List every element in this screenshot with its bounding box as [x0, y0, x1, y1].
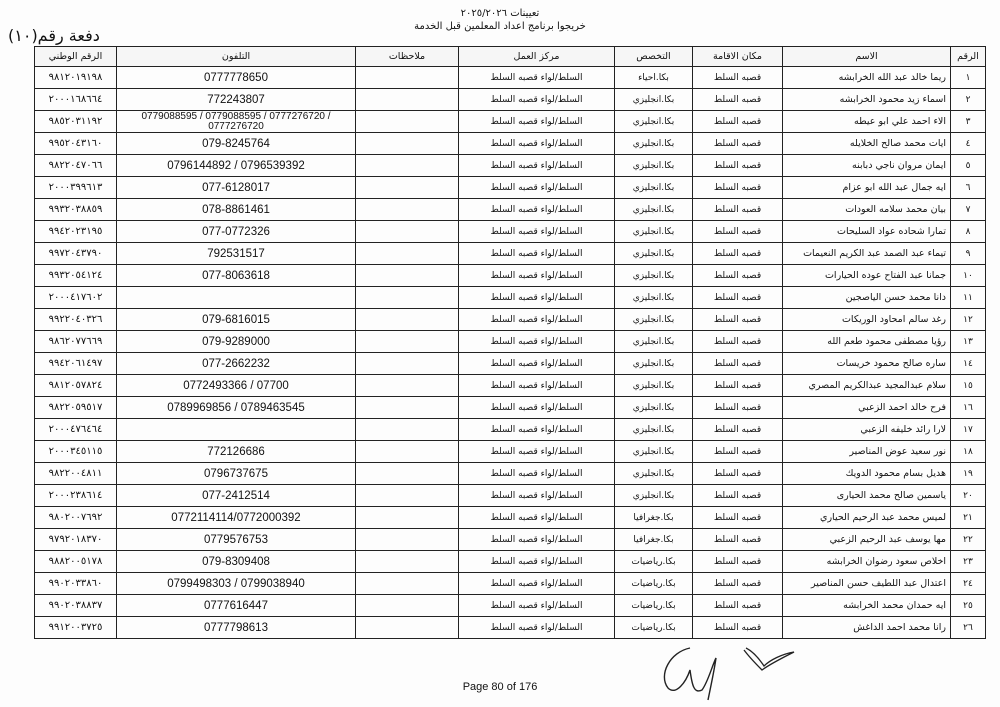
cell-workplace: السلط/لواء قصبه السلط — [459, 573, 615, 595]
cell-workplace: السلط/لواء قصبه السلط — [459, 177, 615, 199]
cell-workplace: السلط/لواء قصبه السلط — [459, 265, 615, 287]
cell-notes — [356, 89, 459, 111]
cell-specialty: بكا.انجليزي — [615, 287, 693, 309]
cell-num: ١٥ — [951, 375, 986, 397]
header-notes: ملاحظات — [356, 47, 459, 67]
cell-national-id: ٩٨٢٢٠٤٧٠٦٦ — [35, 155, 117, 177]
cell-specialty: بكا.انجليزي — [615, 199, 693, 221]
cell-workplace: السلط/لواء قصبه السلط — [459, 199, 615, 221]
cell-specialty: بكا.انجليزي — [615, 375, 693, 397]
cell-national-id: ٩٩٥٢٠٤٣١٦٠ — [35, 133, 117, 155]
cell-national-id: ٩٩٣٢٠٥٤١٢٤ — [35, 265, 117, 287]
cell-specialty: بكا.انجليزي — [615, 265, 693, 287]
cell-num: ١٤ — [951, 353, 986, 375]
cell-specialty: بكا.احياء — [615, 67, 693, 89]
cell-residence: قصبه السلط — [693, 375, 783, 397]
cell-name: تيماء عبد الصمد عبد الكريم النعيمات — [783, 243, 951, 265]
cell-name: رؤيا مصطفى محمود طعم الله — [783, 331, 951, 353]
cell-workplace: السلط/لواء قصبه السلط — [459, 463, 615, 485]
cell-workplace: السلط/لواء قصبه السلط — [459, 133, 615, 155]
cell-phone: 0799498303 / 0799038940 — [117, 573, 356, 595]
cell-residence: قصبه السلط — [693, 419, 783, 441]
cell-residence: قصبه السلط — [693, 111, 783, 133]
table-row — [35, 529, 986, 551]
cell-residence: قصبه السلط — [693, 441, 783, 463]
cell-workplace: السلط/لواء قصبه السلط — [459, 419, 615, 441]
cell-residence: قصبه السلط — [693, 595, 783, 617]
cell-name: تمارا شحاده عواد السليحات — [783, 221, 951, 243]
table-body — [35, 67, 986, 639]
cell-specialty: بكا.انجليزي — [615, 177, 693, 199]
cell-name: رغد سالم امحاود الوريكات — [783, 309, 951, 331]
cell-name: لميس محمد عبد الرحيم الحياري — [783, 507, 951, 529]
cell-num: ٧ — [951, 199, 986, 221]
cell-national-id: ٩٩١٢٠٠٣٧٢٥ — [35, 617, 117, 639]
cell-national-id: ٩٩٠٢٠٣٨٨٣٧ — [35, 595, 117, 617]
cell-notes — [356, 375, 459, 397]
cell-specialty: بكا.انجليزي — [615, 111, 693, 133]
cell-specialty: بكا.رياضيات — [615, 551, 693, 573]
cell-num: ٢٠ — [951, 485, 986, 507]
cell-residence: قصبه السلط — [693, 573, 783, 595]
cell-notes — [356, 485, 459, 507]
table-row — [35, 617, 986, 639]
cell-specialty: بكا.رياضيات — [615, 617, 693, 639]
cell-national-id: ٩٩٣٢٠٣٨٨٥٩ — [35, 199, 117, 221]
cell-name: الاء احمد علي ابو عيطه — [783, 111, 951, 133]
cell-name: اعتدال عبد اللطيف حسن المناصير — [783, 573, 951, 595]
table-row — [35, 375, 986, 397]
header-residence: مكان الاقامة — [693, 47, 783, 67]
cell-name: جمانا عبد الفتاح عوده الحيارات — [783, 265, 951, 287]
cell-residence: قصبه السلط — [693, 177, 783, 199]
cell-specialty: بكا.انجليزي — [615, 485, 693, 507]
page-number: Page 80 of 176 — [462, 681, 538, 693]
cell-specialty: بكا.انجليزي — [615, 155, 693, 177]
table-row — [35, 551, 986, 573]
cell-workplace: السلط/لواء قصبه السلط — [459, 111, 615, 133]
table-row — [35, 419, 986, 441]
cell-workplace: السلط/لواء قصبه السلط — [459, 551, 615, 573]
cell-name: ايه حمدان محمد الخرابشه — [783, 595, 951, 617]
cell-phone: 772243807 — [117, 89, 356, 111]
cell-workplace: السلط/لواء قصبه السلط — [459, 441, 615, 463]
table-row — [35, 155, 986, 177]
table-row — [35, 199, 986, 221]
cell-notes — [356, 551, 459, 573]
cell-residence: قصبه السلط — [693, 463, 783, 485]
cell-workplace: السلط/لواء قصبه السلط — [459, 67, 615, 89]
cell-name: ايات محمد صالح الخلايله — [783, 133, 951, 155]
cell-name: ايه جمال عبد الله ابو عزام — [783, 177, 951, 199]
cell-num: ٢٦ — [951, 617, 986, 639]
cell-notes — [356, 331, 459, 353]
cell-national-id: ٩٨٢٢٠٠٤٨١١ — [35, 463, 117, 485]
header-phone: التلفون — [117, 47, 356, 67]
cell-national-id: ٢٠٠٠٢٣٨٦١٤ — [35, 485, 117, 507]
cell-national-id: ٩٨٠٢٠٠٧٦٩٢ — [35, 507, 117, 529]
cell-name: مها يوسف عبد الرحيم الزعبي — [783, 529, 951, 551]
cell-phone: 792531517 — [117, 243, 356, 265]
cell-notes — [356, 595, 459, 617]
cell-name: دانا محمد حسن الياصجين — [783, 287, 951, 309]
cell-notes — [356, 397, 459, 419]
cell-national-id: ٩٩٤٢٠٦١٤٩٧ — [35, 353, 117, 375]
cell-name: ساره صالح محمود خريسات — [783, 353, 951, 375]
cell-notes — [356, 133, 459, 155]
cell-residence: قصبه السلط — [693, 243, 783, 265]
cell-notes — [356, 463, 459, 485]
table-row — [35, 331, 986, 353]
cell-workplace: السلط/لواء قصبه السلط — [459, 397, 615, 419]
cell-national-id: ٩٨٥٢٠٣١١٩٢ — [35, 111, 117, 133]
cell-residence: قصبه السلط — [693, 397, 783, 419]
table-row — [35, 397, 986, 419]
cell-specialty: بكا.انجليزي — [615, 133, 693, 155]
cell-phone: 0779576753 — [117, 529, 356, 551]
cell-phone: 077-2412514 — [117, 485, 356, 507]
cell-specialty: بكا.انجليزي — [615, 89, 693, 111]
cell-phone: 079-8245764 — [117, 133, 356, 155]
table-row — [35, 67, 986, 89]
cell-residence: قصبه السلط — [693, 89, 783, 111]
cell-specialty: بكا.رياضيات — [615, 595, 693, 617]
cell-workplace: السلط/لواء قصبه السلط — [459, 221, 615, 243]
cell-num: ١ — [951, 67, 986, 89]
cell-name: لارا رائد خليفه الزعبي — [783, 419, 951, 441]
cell-residence: قصبه السلط — [693, 199, 783, 221]
cell-phone: 079-6816015 — [117, 309, 356, 331]
cell-phone: 078-8861461 — [117, 199, 356, 221]
cell-residence: قصبه السلط — [693, 67, 783, 89]
cell-national-id: ٩٨٨٢٠٠٥١٧٨ — [35, 551, 117, 573]
cell-residence: قصبه السلط — [693, 265, 783, 287]
cell-phone: 079-9289000 — [117, 331, 356, 353]
cell-phone: 077-2662232 — [117, 353, 356, 375]
cell-workplace: السلط/لواء قصبه السلط — [459, 243, 615, 265]
cell-workplace: السلط/لواء قصبه السلط — [459, 485, 615, 507]
cell-specialty: بكا.انجليزي — [615, 309, 693, 331]
cell-notes — [356, 155, 459, 177]
cell-specialty: بكا.انجليزي — [615, 243, 693, 265]
document-title: تعيينات ٢٠٢٥/٢٠٢٦ — [460, 8, 540, 19]
cell-phone: 0789969856 / 0789463545 — [117, 397, 356, 419]
cell-workplace: السلط/لواء قصبه السلط — [459, 155, 615, 177]
cell-name: هديل بسام محمود الدويك — [783, 463, 951, 485]
cell-phone: 0772493366 / 07700 — [117, 375, 356, 397]
cell-phone: 772126686 — [117, 441, 356, 463]
table-row — [35, 221, 986, 243]
table-row — [35, 353, 986, 375]
cell-notes — [356, 309, 459, 331]
header-specialty: التخصص — [615, 47, 693, 67]
cell-name: نور سعيد عوض المناصير — [783, 441, 951, 463]
cell-phone: 0796144892 / 0796539392 — [117, 155, 356, 177]
cell-residence: قصبه السلط — [693, 309, 783, 331]
cell-national-id: ٢٠٠٠٤٧٦٤٦٤ — [35, 419, 117, 441]
cell-notes — [356, 177, 459, 199]
cell-notes — [356, 419, 459, 441]
cell-specialty: بكا.انجليزي — [615, 353, 693, 375]
cell-specialty: بكا.انجليزي — [615, 221, 693, 243]
cell-workplace: السلط/لواء قصبه السلط — [459, 507, 615, 529]
cell-residence: قصبه السلط — [693, 551, 783, 573]
cell-national-id: ٩٨٦٢٠٧٧٦٦٩ — [35, 331, 117, 353]
cell-phone — [117, 419, 356, 441]
cell-num: ٢ — [951, 89, 986, 111]
table-row — [35, 463, 986, 485]
cell-num: ١٧ — [951, 419, 986, 441]
cell-national-id: ٩٨١٢٠٥٧٨٢٤ — [35, 375, 117, 397]
cell-num: ١٣ — [951, 331, 986, 353]
cell-num: ٣ — [951, 111, 986, 133]
cell-notes — [356, 243, 459, 265]
cell-notes — [356, 287, 459, 309]
table-header-row — [35, 47, 986, 67]
cell-name: ريما خالد عبد الله الخرابشه — [783, 67, 951, 89]
header-workplace: مركز العمل — [459, 47, 615, 67]
cell-notes — [356, 573, 459, 595]
cell-national-id: ٩٨٢٢٠٥٩٥١٧ — [35, 397, 117, 419]
cell-national-id: ٩٩٢٢٠٤٠٣٢٦ — [35, 309, 117, 331]
cell-notes — [356, 111, 459, 133]
cell-residence: قصبه السلط — [693, 155, 783, 177]
cell-workplace: السلط/لواء قصبه السلط — [459, 309, 615, 331]
cell-national-id: ٢٠٠٠١٦٨٦٦٤ — [35, 89, 117, 111]
cell-notes — [356, 529, 459, 551]
table-row — [35, 573, 986, 595]
header-num: الرقم — [951, 47, 986, 67]
table-row — [35, 441, 986, 463]
cell-name: رانا محمد احمد الداغش — [783, 617, 951, 639]
cell-workplace: السلط/لواء قصبه السلط — [459, 375, 615, 397]
cell-num: ٦ — [951, 177, 986, 199]
cell-workplace: السلط/لواء قصبه السلط — [459, 89, 615, 111]
cell-phone: 0772114114/0772000392 — [117, 507, 356, 529]
cell-specialty: بكا.انجليزي — [615, 463, 693, 485]
cell-workplace: السلط/لواء قصبه السلط — [459, 595, 615, 617]
cell-workplace: السلط/لواء قصبه السلط — [459, 287, 615, 309]
cell-phone: 0779088595 / 0779088595 / 0777276720 / 0777276720 — [117, 111, 356, 133]
cell-specialty: بكا.انجليزي — [615, 419, 693, 441]
cell-num: ١٠ — [951, 265, 986, 287]
cell-residence: قصبه السلط — [693, 331, 783, 353]
cell-residence: قصبه السلط — [693, 287, 783, 309]
cell-phone: 077-0772326 — [117, 221, 356, 243]
cell-phone: 077-6128017 — [117, 177, 356, 199]
cell-num: ٢٢ — [951, 529, 986, 551]
cell-national-id: ٢٠٠٠٣٩٩٦١٣ — [35, 177, 117, 199]
table-row — [35, 111, 986, 133]
cell-notes — [356, 67, 459, 89]
cell-national-id: ٩٧٩٢٠١٨٣٧٠ — [35, 529, 117, 551]
signature-scribble — [650, 630, 800, 702]
cell-num: ١٢ — [951, 309, 986, 331]
cell-residence: قصبه السلط — [693, 221, 783, 243]
cell-num: ٤ — [951, 133, 986, 155]
cell-residence: قصبه السلط — [693, 133, 783, 155]
cell-notes — [356, 617, 459, 639]
cell-notes — [356, 221, 459, 243]
cell-specialty: بكا.جغرافيا — [615, 507, 693, 529]
cell-name: اخلاص سعود رضوان الخرابشه — [783, 551, 951, 573]
cell-national-id: ٩٩٤٢٠٢٣١٩٥ — [35, 221, 117, 243]
cell-num: ١١ — [951, 287, 986, 309]
cell-specialty: بكا.انجليزي — [615, 441, 693, 463]
header-national-id: الرقم الوطني — [35, 47, 117, 67]
table-row — [35, 595, 986, 617]
cell-name: ايمان مروان ناجي دبابنه — [783, 155, 951, 177]
cell-notes — [356, 507, 459, 529]
cell-residence: قصبه السلط — [693, 485, 783, 507]
cell-notes — [356, 353, 459, 375]
cell-phone: 0777798613 — [117, 617, 356, 639]
cell-num: ٩ — [951, 243, 986, 265]
cell-workplace: السلط/لواء قصبه السلط — [459, 617, 615, 639]
cell-phone — [117, 287, 356, 309]
document-subtitle: خريجوا برنامج اعداد المعلمين قبل الخدمة — [414, 21, 586, 32]
cell-national-id: ٩٩٧٢٠٤٣٧٩٠ — [35, 243, 117, 265]
cell-name: اسماء زيد محمود الخرابشه — [783, 89, 951, 111]
table-row — [35, 243, 986, 265]
cell-residence: قصبه السلط — [693, 507, 783, 529]
cell-num: ٨ — [951, 221, 986, 243]
header-name: الاسم — [783, 47, 951, 67]
cell-phone: 077-8063618 — [117, 265, 356, 287]
cell-num: ٢٥ — [951, 595, 986, 617]
table-row — [35, 133, 986, 155]
table-row — [35, 287, 986, 309]
batch-number: دفعة رقم(١٠) — [8, 26, 100, 45]
cell-name: ياسمين صالح محمد الحيارى — [783, 485, 951, 507]
cell-num: ١٦ — [951, 397, 986, 419]
cell-notes — [356, 441, 459, 463]
cell-num: ١٩ — [951, 463, 986, 485]
cell-phone: 079-8309408 — [117, 551, 356, 573]
cell-num: ٢٣ — [951, 551, 986, 573]
cell-workplace: السلط/لواء قصبه السلط — [459, 353, 615, 375]
cell-workplace: السلط/لواء قصبه السلط — [459, 529, 615, 551]
cell-phone: 0796737675 — [117, 463, 356, 485]
cell-notes — [356, 199, 459, 221]
cell-national-id: ٩٩٠٢٠٣٣٨٦٠ — [35, 573, 117, 595]
cell-num: ٢٤ — [951, 573, 986, 595]
cell-workplace: السلط/لواء قصبه السلط — [459, 331, 615, 353]
cell-num: ٥ — [951, 155, 986, 177]
cell-residence: قصبه السلط — [693, 353, 783, 375]
table-row — [35, 309, 986, 331]
cell-name: بيان محمد سلامه العودات — [783, 199, 951, 221]
cell-notes — [356, 265, 459, 287]
table-row — [35, 89, 986, 111]
cell-num: ١٨ — [951, 441, 986, 463]
cell-residence: قصبه السلط — [693, 617, 783, 639]
cell-specialty: بكا.انجليزي — [615, 331, 693, 353]
cell-residence: قصبه السلط — [693, 529, 783, 551]
cell-phone: 0777616447 — [117, 595, 356, 617]
table-row — [35, 507, 986, 529]
cell-specialty: بكا.رياضيات — [615, 573, 693, 595]
cell-specialty: بكا.انجليزي — [615, 397, 693, 419]
table-row — [35, 177, 986, 199]
cell-national-id: ٢٠٠٠٤١٧٦٠٢ — [35, 287, 117, 309]
cell-name: سلام عبدالمجيد عبدالكريم المصري — [783, 375, 951, 397]
table-row — [35, 265, 986, 287]
cell-national-id: ٩٨١٢٠١٩١٩٨ — [35, 67, 117, 89]
cell-specialty: بكا.جغرافيا — [615, 529, 693, 551]
cell-num: ٢١ — [951, 507, 986, 529]
cell-name: فرح خالد احمد الزعبي — [783, 397, 951, 419]
table-row — [35, 485, 986, 507]
cell-phone: 0777778650 — [117, 67, 356, 89]
appointments-table — [34, 46, 986, 639]
cell-national-id: ٢٠٠٠٣٤٥١١٥ — [35, 441, 117, 463]
